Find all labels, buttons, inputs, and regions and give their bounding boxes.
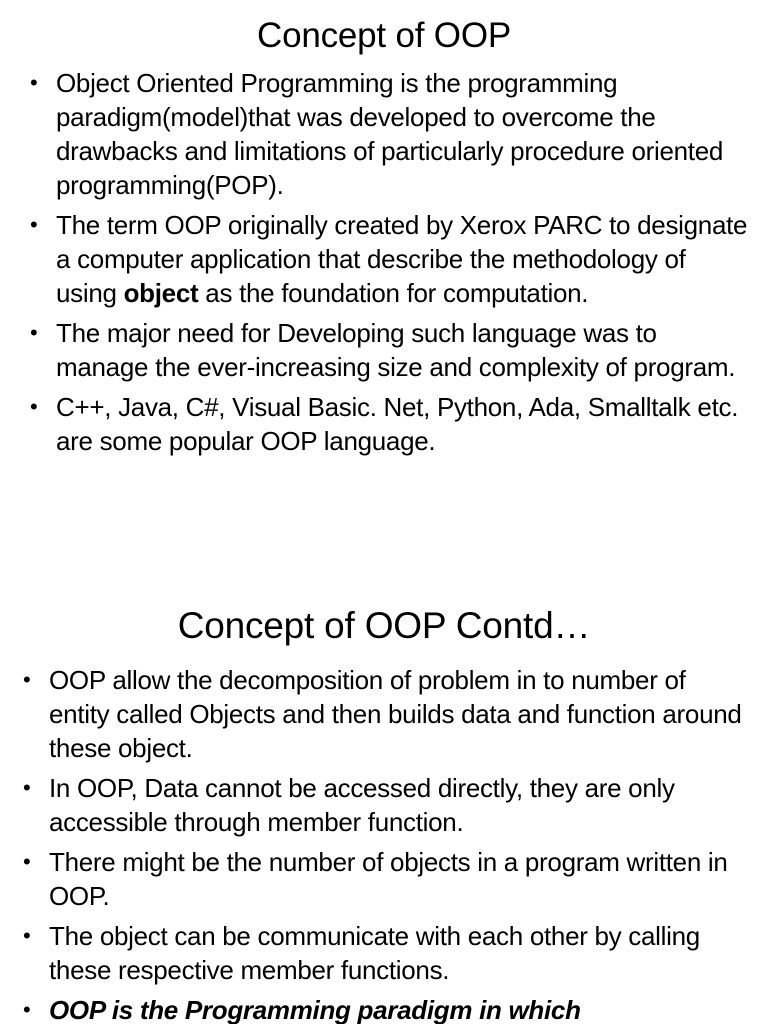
bullet-marker: • xyxy=(30,70,38,95)
bullet-text: OOP allow the decomposition of problem in to number of entity called Objects and then builds data and function around these object. xyxy=(49,665,742,763)
bullet-item xyxy=(30,390,750,458)
bullet-item xyxy=(23,993,750,1024)
bullet-list xyxy=(0,66,768,458)
bullet-marker: • xyxy=(23,667,31,692)
bullet-marker: • xyxy=(23,923,31,948)
bullet-text: The major need for Developing such language was to manage the ever-increasing size and complexity of program. xyxy=(56,318,736,382)
bullet-text: The object can be communicate with each other by calling these respective member functions. xyxy=(49,921,700,985)
bullet-item xyxy=(30,316,750,384)
bullet-text: Object Oriented Programming is the programming paradigm(model)that was developed to overcome the drawbacks and limitations of particularly procedure oriented programming(POP). xyxy=(56,68,724,200)
bullet-marker: • xyxy=(23,849,31,874)
bullet-item xyxy=(23,919,750,987)
bullet-item xyxy=(23,663,750,765)
bullet-text: C++, Java, C#, Visual Basic. Net, Python, Ada, Smalltalk etc. are some popular OOP language. xyxy=(56,392,739,456)
slide-title: Concept of OOP Contd… xyxy=(177,605,591,646)
bullet-text: The term OOP originally created by Xerox PARC to designate a computer application that describe the methodology of using xyxy=(56,210,748,308)
bullet-item xyxy=(30,208,750,310)
bullet-item xyxy=(23,771,750,839)
bullet-item xyxy=(23,845,750,913)
bullet-marker: • xyxy=(30,212,38,237)
bullet-emphasis: object xyxy=(123,278,199,308)
bullet-marker: • xyxy=(23,997,31,1022)
bullet-item xyxy=(30,66,750,202)
bullet-text-emphasis: OOP is the Programming paradigm in which xyxy=(49,995,581,1024)
bullet-text: In OOP, Data cannot be accessed directly, they are only accessible through member function. xyxy=(49,773,675,837)
slide-concept-of-oop-contd xyxy=(0,590,768,1024)
slide-title: Concept of OOP xyxy=(257,16,511,55)
bullet-marker: • xyxy=(23,775,31,800)
bullet-text: as the foundation for computation. xyxy=(198,278,589,308)
bullet-list xyxy=(0,663,768,1024)
bullet-marker: • xyxy=(30,320,38,345)
bullet-text: There might be the number of objects in a program written in OOP. xyxy=(49,847,728,911)
bullet-marker: • xyxy=(30,394,38,419)
